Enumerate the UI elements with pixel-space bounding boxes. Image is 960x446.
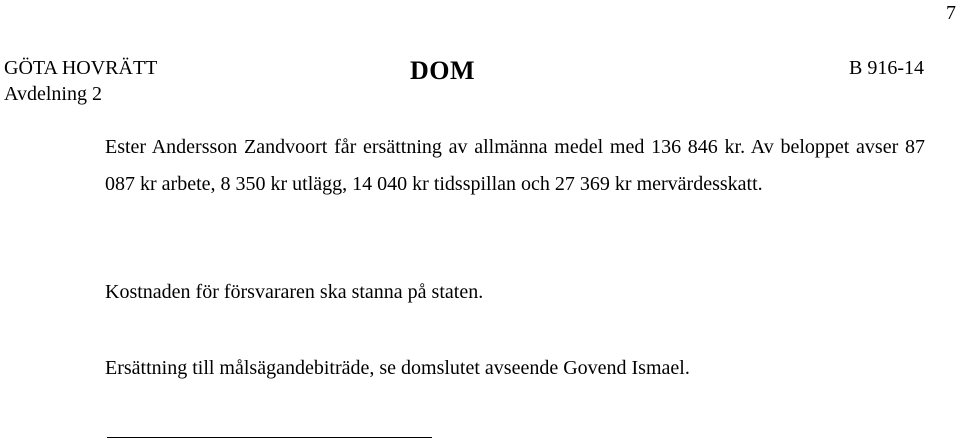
signature-line <box>107 437 432 438</box>
division-label: Avdelning 2 <box>4 83 102 105</box>
paragraph-defense-costs: Kostnaden för försvararen ska stanna på staten. <box>105 281 484 303</box>
page-number: 7 <box>946 2 956 24</box>
court-name: GÖTA HOVRÄTT <box>4 57 158 79</box>
case-number: B 916-14 <box>849 57 924 79</box>
document-title: DOM <box>410 56 476 85</box>
paragraph-compensation: Ester Andersson Zandvoort får ersättning av allmänna medel med 136 846 kr. Av beloppet avser 87 087 kr arbete, 8 350 kr utlägg, 14 040 kr tidsspillan och 27 369 kr mervärdesskatt. <box>105 136 925 195</box>
paragraph-counsel-compensation: Ersättning till målsägandebiträde, se domslutet avseende Govend Ismael. <box>105 357 690 379</box>
